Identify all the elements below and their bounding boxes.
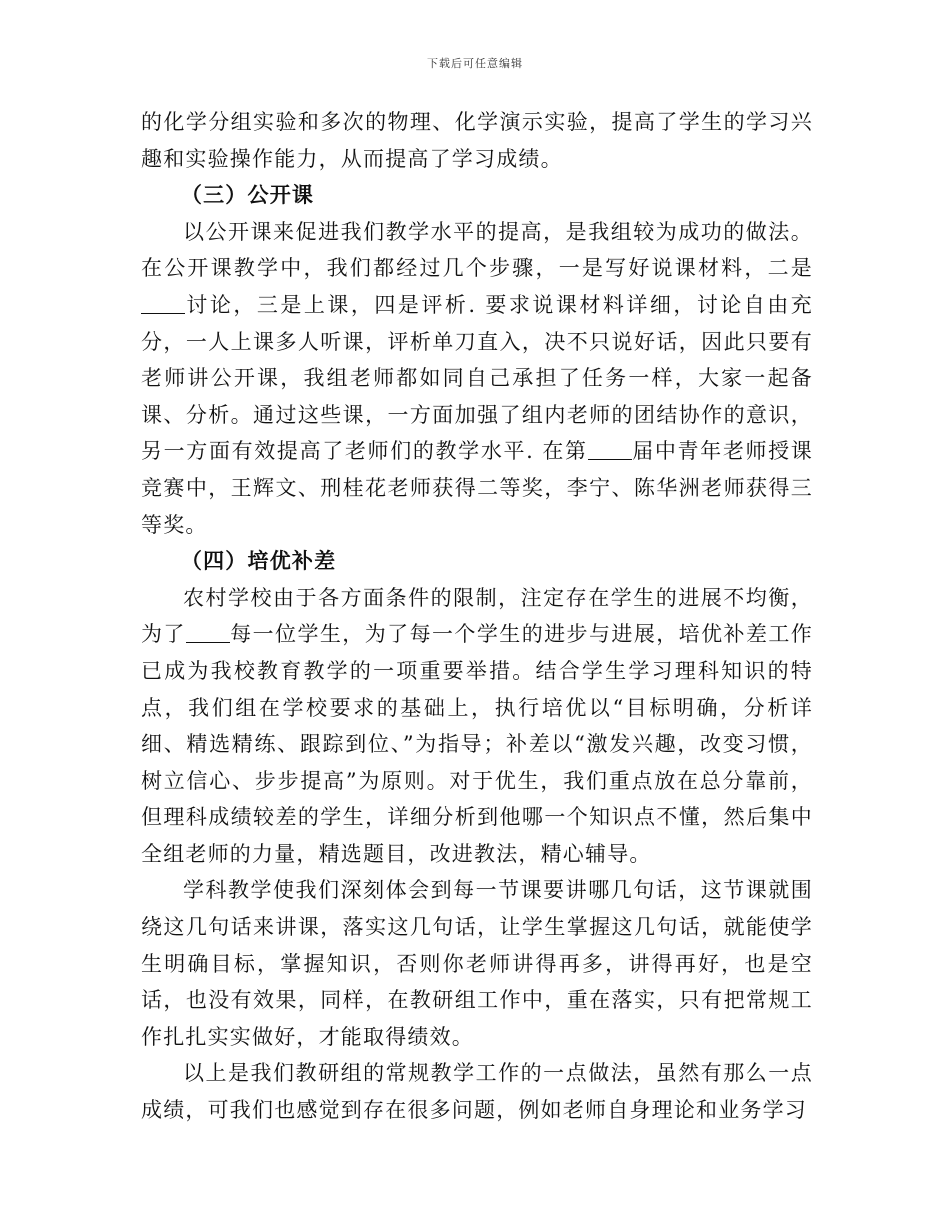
blank-line: [186, 624, 230, 644]
paragraph-text: 以公开课来促进我们教学水平的提高，是我组较为成功的做法。在公开课教学中，我们都经过几个步骤，一是写好说课材料，二是: [141, 219, 813, 281]
paragraph-text: 每一位学生，为了每一个学生的进步与进展，培优补差工作已成为我校教育教学的一项重要举措。结合学生学习理科知识的特点，我们组在学校要求的基础上，执行培优以“目标明确，分析详细、精选精练、跟踪到位、”为指导；补差以“激发兴趣，改变习惯，树立信心、步步提高”为原则。对于优生，我们重点放在总分靠前，但理科成绩较差的学生，详细分析到他哪一个知识点不懂，然后集中全组老师的力量，精选题目，改进教法，精心辅导。: [141, 622, 813, 866]
paragraph-summary: 以上是我们教研组的常规教学工作的一点做法，虽然有那么一点成绩，可我们也感觉到存在很多问题，例如老师自身理论和业务学习: [141, 1061, 813, 1123]
paragraph-continuation: 的化学分组实验和多次的物理、化学演示实验，提高了学生的学习兴趣和实验操作能力，从而提高了学习成绩。: [141, 110, 813, 171]
section-heading-tutoring: （四）培优补差: [180, 549, 337, 574]
paragraph-text: 讨论，三是上课，四是评析. 要求说课材料详细，讨论自由充分，一人上课多人听课，评析单刀直入，决不只说好话，因此只要有老师讲公开课，我组老师都如同自己承担了任务一样，大家一起备课、分析。通过这些课，一方面加强了组内老师的团结协作的意识，另一方面有效提高了老师们的教学水平. 在第: [141, 292, 813, 464]
paragraph-text: 农村学校由于各方面条件的限制，注定存在学生的进展不均衡，为了: [141, 585, 813, 647]
document-body: [141, 104, 813, 1129]
paragraph-teaching: 学科教学使我们深刻体会到每一节课要讲哪几句话，这节课就围绕这几句话来讲课，落实这几句话，让学生掌握这几句话，就能使学生明确目标，掌握知识，否则你老师讲得再多，讲得再好，也是空话，也没有效果，同样，在教研组工作中，重在落实，只有把常规工作扎扎实实做好，才能取得绩效。: [141, 878, 813, 1049]
paragraph-tutoring: [141, 580, 813, 873]
page-header: 下载后可任意编辑: [427, 57, 523, 70]
blank-line: [141, 294, 185, 314]
section-heading-open-class: （三）公开课: [180, 183, 315, 208]
paragraph-open-class: [141, 214, 813, 543]
blank-line: [588, 441, 632, 461]
paragraph-text: 届中青年老师授课竞赛中，王辉文、刑桂花老师获得二等奖，李宁、陈华洲老师获得三等奖。: [141, 439, 813, 537]
